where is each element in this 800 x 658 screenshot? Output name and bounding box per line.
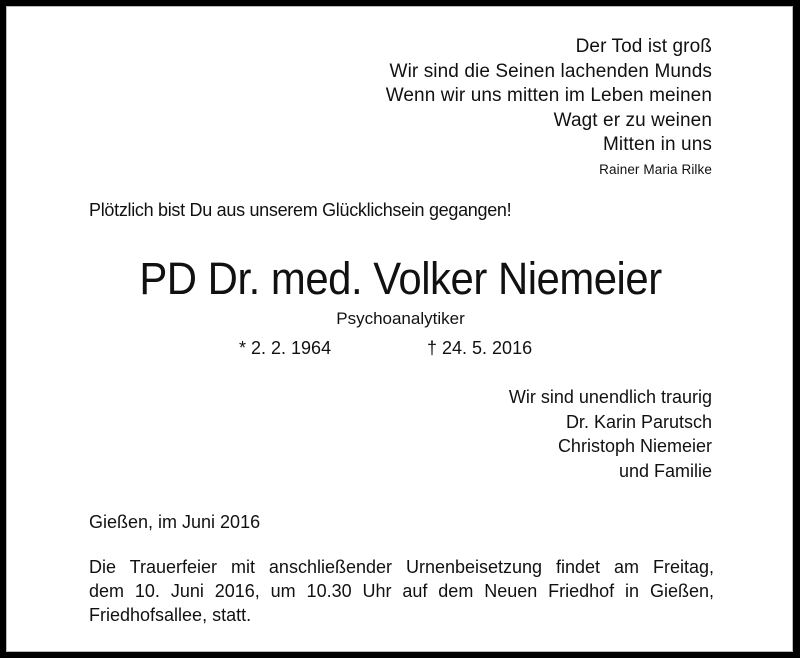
- poem-author: Rainer Maria Rilke: [599, 161, 712, 177]
- poem-line: Der Tod ist groß: [575, 36, 712, 57]
- obituary-notice: [6, 6, 793, 652]
- ceremony-line: Die Trauerfeier mit anschließender Urnenbeisetzung findet am Freitag,: [89, 557, 714, 577]
- mourner-name: Dr. Karin Parutsch: [565, 411, 712, 432]
- mourners-heading: Wir sind unendlich traurig: [508, 387, 712, 407]
- poem-line: Wagt er zu weinen: [553, 109, 712, 131]
- deceased-name: PD Dr. med. Volker Niemeier: [139, 253, 662, 304]
- poem-line: Wenn wir uns mitten im Leben meinen: [385, 85, 712, 106]
- poem-line: Wir sind die Seinen lachenden Munds: [389, 60, 712, 82]
- mourner-name: Christoph Niemeier: [557, 436, 712, 456]
- death-date: † 24. 5. 2016: [427, 338, 533, 358]
- ceremony-line: Friedhofsallee, statt.: [89, 605, 252, 625]
- ceremony-line: dem 10. Juni 2016, um 10.30 Uhr auf dem Neuen Friedhof in Gießen,: [89, 581, 714, 601]
- poem-quote: [386, 35, 712, 182]
- deceased-profession: Psychoanalytiker: [336, 309, 465, 328]
- mourners-block: [509, 385, 712, 483]
- place-date: Gießen, im Juni 2016: [89, 512, 261, 532]
- ceremony-info: [89, 555, 714, 627]
- intro-text: Plötzlich bist Du aus unserem Glücklichsein gegangen!: [89, 200, 512, 220]
- poem-line: Mitten in uns: [602, 134, 712, 155]
- birth-date: * 2. 2. 1964: [239, 338, 332, 358]
- mourner-name: und Familie: [618, 460, 712, 481]
